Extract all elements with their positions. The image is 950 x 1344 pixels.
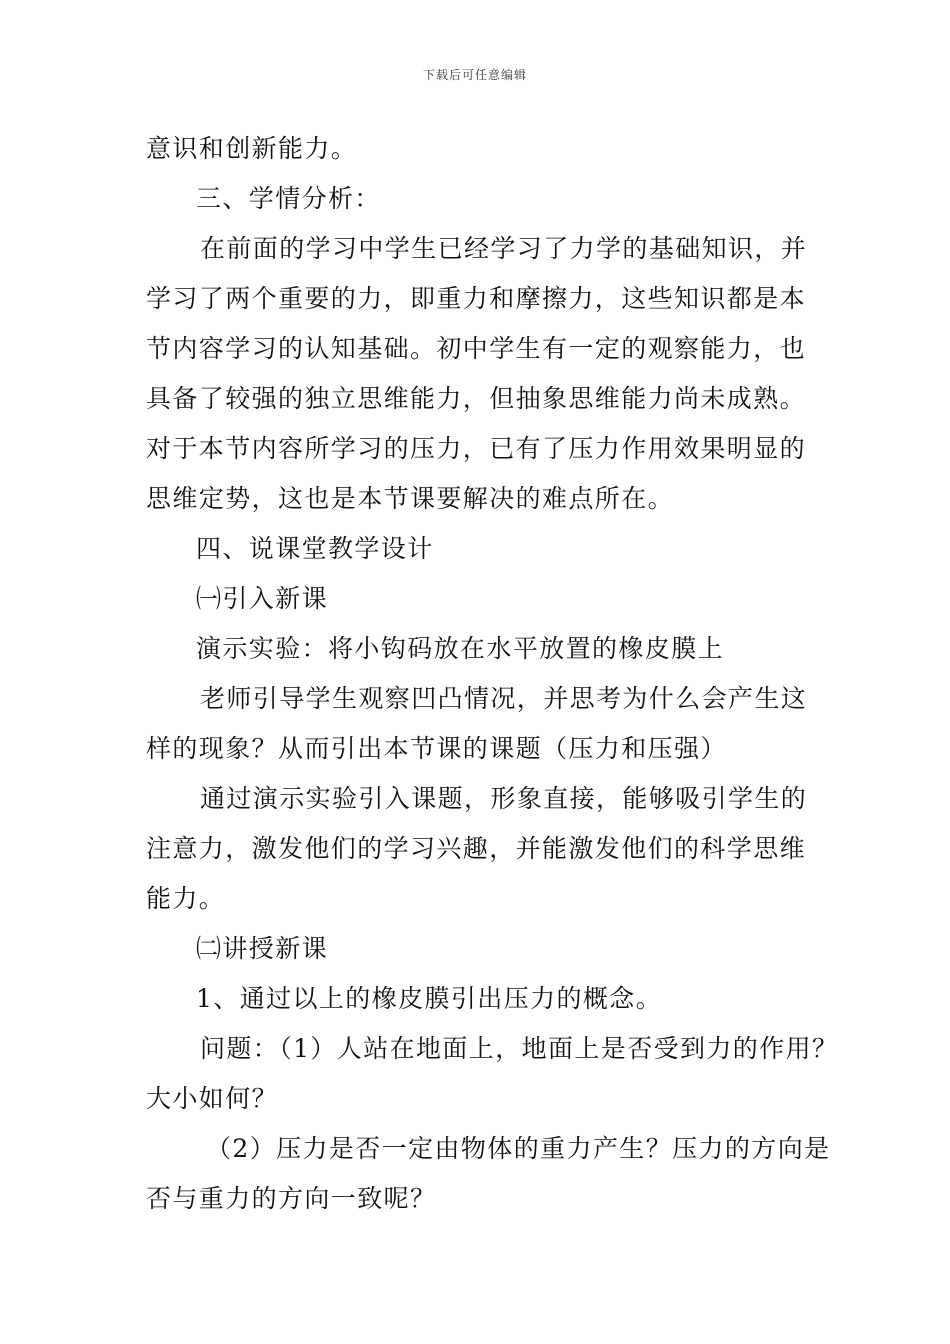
text-line: 1、通过以上的橡皮膜引出压力的概念。 [196, 984, 663, 1013]
page-header: 下载后可任意编辑 [422, 68, 527, 82]
text-line: 在前面的学习中学生已经学习了力学的基础知识，并 [200, 234, 808, 263]
text-line: 演示实验：将小钩码放在水平放置的橡皮膜上 [196, 634, 725, 663]
subsection-heading: ㈡讲授新课 [196, 934, 329, 963]
section-heading: 三、学情分析： [196, 184, 381, 213]
text-line: 意识和创新能力。 [146, 134, 358, 163]
text-line: 注意力，激发他们的学习兴趣，并能激发他们的科学思维 [146, 834, 807, 863]
text-line: 学习了两个重要的力，即重力和摩擦力，这些知识都是本 [146, 284, 807, 313]
text-line: 老师引导学生观察凹凸情况，并思考为什么会产生这 [200, 684, 808, 713]
text-line: （2）压力是否一定由物体的重力产生？压力的方向是 [206, 1134, 831, 1163]
text-line: 思维定势，这也是本节课要解决的难点所在。 [146, 484, 675, 513]
section-heading: 四、说课堂教学设计 [196, 534, 434, 563]
subsection-heading: ㈠引入新课 [196, 584, 329, 613]
text-line: 通过演示实验引入课题，形象直接，能够吸引学生的 [200, 784, 808, 813]
text-line: 能力。 [146, 884, 226, 913]
text-line: 样的现象？从而引出本节课的课题（压力和压强） [146, 734, 727, 763]
text-line: 大小如何？ [146, 1084, 279, 1113]
text-line: 否与重力的方向一致呢？ [146, 1184, 437, 1213]
document-body [146, 124, 839, 1224]
text-line: 问题：（1）人站在地面上，地面上是否受到力的作用？ [200, 1034, 839, 1063]
text-line: 对于本节内容所学习的压力，已有了压力作用效果明显的 [146, 434, 807, 463]
text-line: 节内容学习的认知基础。初中学生有一定的观察能力，也 [146, 334, 807, 363]
text-line: 具备了较强的独立思维能力，但抽象思维能力尚未成熟。 [146, 384, 807, 413]
